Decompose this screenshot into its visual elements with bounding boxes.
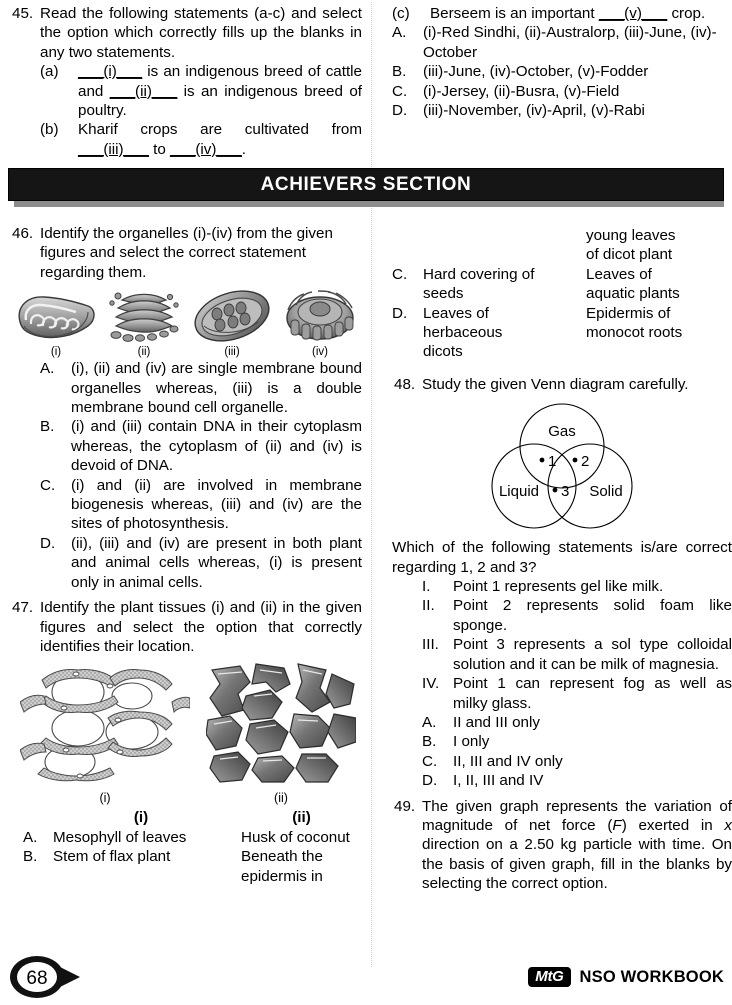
option-b-letter: B.: [40, 418, 55, 436]
venn-point-dot-1: [540, 458, 545, 463]
question-46-option-c[interactable]: [40, 476, 362, 534]
option-b-letter: B.: [422, 733, 437, 751]
option-d-letter: D.: [392, 102, 408, 120]
question-45-substatement-a: [40, 62, 362, 120]
column-divider: [371, 2, 372, 967]
nucleus-figure: [278, 288, 362, 359]
figure-caption-iii: (iii): [224, 346, 240, 359]
mitochondrion-icon: [14, 288, 98, 344]
table-row-continuation: [392, 284, 732, 303]
question-49-stem-part-2: ) exerted in: [621, 816, 725, 834]
option-b-col-i: Stem of flax plant: [53, 848, 171, 866]
venn-point-dot-2: [573, 458, 578, 463]
question-45-substatement-c: [392, 4, 732, 23]
page-number-badge-svg: [8, 955, 104, 1000]
sclerenchyma-tissue-figure: [200, 662, 362, 806]
achievers-band-bar: [8, 168, 724, 201]
header-col-ii: (ii): [292, 809, 311, 827]
table-row-continuation: [392, 226, 732, 245]
figure-caption-i: (i): [50, 346, 62, 359]
question-49-stem-part-1: The given graph represents the variation of magnitude of net force (: [422, 797, 732, 834]
question-47-number: 47.: [12, 599, 34, 617]
question-48-statement-i: [422, 577, 732, 596]
blank-ii: ___(ii)___: [109, 82, 178, 100]
question-48-statement-ii: [422, 596, 732, 635]
substatement-a-text-2: is an indigenous breed of poultry.: [78, 82, 362, 120]
table-row[interactable]: [10, 828, 362, 847]
figure-caption-ii: (ii): [137, 346, 151, 359]
question-47-options-table-continued: [392, 226, 732, 362]
figure-caption-iv: (iv): [312, 346, 328, 359]
statement-i-label: I.: [422, 578, 431, 596]
question-49-stem-part-3: direction on a 2.50 kg particle with time. On the basis of given graph, fill in the blanks by selecting the correct option.: [422, 836, 732, 893]
substatement-b-label: (b): [40, 121, 59, 139]
workbook-title: NSO WORKBOOK: [579, 967, 724, 986]
substatement-c-label: (c): [392, 5, 410, 22]
venn-point-dot-3: [553, 488, 558, 493]
option-b-col-ii-cont-3: of dicot plant: [586, 246, 673, 264]
continuation-blank-4: [423, 245, 586, 264]
collenchyma-icon: [20, 662, 190, 784]
option-d-col-ii: Epidermis of: [586, 304, 671, 322]
table-row[interactable]: [392, 265, 732, 284]
question-46-option-a[interactable]: [40, 359, 362, 417]
page-number: 68: [26, 968, 48, 989]
option-b-col-ii: Beneath the: [241, 848, 323, 866]
achievers-band-shadow: [14, 201, 724, 207]
substatement-a-text: [78, 62, 362, 120]
page-number-badge: [8, 955, 104, 1000]
option-c-text: (i)-Jersey, (ii)-Busra, (v)-Field: [423, 82, 620, 100]
option-c-col-ii-cont: aquatic plants: [586, 285, 680, 303]
table-row-continuation: [10, 867, 362, 886]
venn-diagram: [392, 398, 732, 538]
question-48-option-c[interactable]: [422, 752, 732, 771]
question-48-option-d[interactable]: [422, 771, 732, 790]
option-b-col-ii-cont: epidermis in: [241, 867, 323, 885]
question-45-option-d[interactable]: [392, 101, 732, 120]
collenchyma-tissue-figure: [10, 662, 200, 806]
question-48: [392, 375, 732, 394]
mtg-logo: MtG: [528, 967, 570, 987]
statement-ii-label: II.: [422, 597, 435, 615]
question-46-figures: [14, 288, 362, 359]
option-d-text: (ii), (iii) and (iv) are present in both plant and animal cells whereas, (i) is present only in animal cells.: [71, 534, 362, 591]
column-right-main: [392, 224, 732, 894]
continuation-blank-2: [41, 867, 241, 886]
figure-caption-ii: (ii): [274, 791, 288, 806]
option-c-letter: C.: [392, 265, 408, 283]
continuation-blank: [10, 867, 41, 886]
option-a-text: (i)-Red Sindhi, (ii)-Australorp, (iii)-June, (iv)-October: [423, 24, 717, 61]
statement-ii-text: Point 2 represents solid foam like sponge.: [453, 597, 732, 634]
option-d-letter: D.: [392, 304, 408, 322]
substatement-c-text-2: crop.: [667, 5, 706, 22]
table-header-row: [10, 808, 362, 827]
option-c-text: (i) and (ii) are involved in membrane biogenesis whereas, (iii) and (iv) are the sites of photosynthesis.: [71, 476, 362, 533]
option-b-text: (iii)-June, (iv)-October, (v)-Fodder: [423, 63, 649, 81]
continuation-blank-2: [423, 226, 586, 245]
option-c-text: II, III and IV only: [453, 752, 563, 770]
question-45-option-a[interactable]: [392, 23, 732, 62]
question-45-number: 45.: [12, 5, 34, 22]
option-a-text: II and III only: [453, 713, 540, 731]
substatement-a-label: (a): [40, 63, 59, 81]
venn-label-gas: Gas: [548, 423, 576, 441]
continuation-blank: [392, 226, 423, 245]
question-45-option-c[interactable]: [392, 82, 732, 101]
column-left-main: [10, 224, 362, 886]
option-d-text: (iii)-November, (iv)-April, (v)-Rabi: [423, 102, 645, 120]
option-b-col-ii-cont-2: young leaves: [586, 227, 676, 244]
venn-point-3: 3: [561, 483, 570, 501]
question-48-sub-question-text: Which of the following statements is/are correct regarding 1, 2 and 3?: [392, 539, 732, 576]
question-47: [10, 598, 362, 656]
venn-diagram-svg: [462, 398, 662, 538]
question-49: [392, 797, 732, 894]
substatement-b-text-3: .: [241, 140, 247, 158]
column-left-top: [10, 4, 362, 159]
statement-iv-text: Point 1 can represent fog as well as milky glass.: [453, 675, 732, 712]
question-45-option-b[interactable]: [392, 62, 732, 81]
option-c-letter: C.: [392, 82, 408, 100]
option-c-col-i-cont: seeds: [423, 285, 464, 303]
mitochondrion-figure: [14, 288, 98, 359]
option-c-letter: C.: [40, 476, 56, 494]
question-48-statement-iii: [422, 635, 732, 674]
venn-label-solid: Solid: [589, 483, 623, 501]
achievers-section-title: ACHIEVERS SECTION: [260, 173, 472, 195]
question-46-option-b[interactable]: [40, 417, 362, 475]
option-c-col-ii: Leaves of: [586, 265, 652, 283]
table-row-continuation: [392, 342, 732, 361]
option-a-col-i: Mesophyll of leaves: [53, 828, 187, 846]
option-b-text: I only: [453, 733, 490, 751]
continuation-blank-8: [586, 342, 732, 361]
table-row-continuation: [392, 323, 732, 342]
table-row[interactable]: [392, 304, 732, 323]
venn-label-liquid: Liquid: [498, 483, 540, 501]
option-c-col-i: Hard covering of: [423, 265, 535, 283]
symbol-F: F: [612, 816, 622, 834]
achievers-section-band: [8, 168, 724, 207]
figure-caption-i: (i): [99, 791, 111, 806]
substatement-b-text: [78, 120, 362, 159]
blank-iii: ___(iii)___: [78, 140, 149, 158]
continuation-blank-7: [392, 342, 423, 361]
venn-point-1: 1: [548, 453, 557, 471]
option-a-letter: A.: [23, 828, 38, 846]
question-47-stem: Identify the plant tissues (i) and (ii) in the given figures and select the option that correctly identifies their location.: [40, 599, 362, 655]
golgi-apparatus-figure: [102, 288, 186, 359]
option-a-letter: A.: [392, 24, 407, 42]
question-48-option-b[interactable]: [422, 732, 732, 751]
question-46-number: 46.: [12, 225, 34, 242]
header-blank: [10, 808, 41, 827]
question-49-stem: [422, 797, 732, 894]
continuation-blank-3: [392, 245, 423, 264]
option-d-col-ii-cont: monocot roots: [586, 324, 683, 342]
substatement-c-text-1: Berseem is an important: [430, 5, 599, 22]
question-48-option-a[interactable]: [422, 713, 732, 732]
option-d-letter: D.: [40, 534, 56, 552]
question-48-sub-question: [392, 538, 732, 577]
venn-circle-gas: [520, 404, 604, 488]
question-45: [10, 4, 362, 62]
question-45-substatement-b: [40, 120, 362, 159]
column-right-top: [392, 4, 732, 120]
blank-iv: ___(iv)___: [170, 140, 242, 158]
statement-i-text: Point 1 represents gel like milk.: [453, 578, 664, 596]
option-a-letter: A.: [422, 713, 437, 731]
question-45-stem: Read the following statements (a-c) and select the option which correctly fills up the blanks in any two statements.: [40, 5, 362, 61]
chloroplast-figure: [190, 288, 274, 359]
question-48-stem: Study the given Venn diagram carefully.: [422, 375, 689, 393]
footer-brand: [528, 967, 724, 987]
substatement-a-text-1: is an indigenous breed of cattle and: [78, 63, 362, 100]
option-a-letter: A.: [40, 360, 55, 378]
question-46-stem: Identify the organelles (i)-(iv) from the given figures and select the correct statement regarding them.: [40, 225, 333, 281]
blank-i: ___(i)___: [78, 63, 143, 81]
statement-iii-label: III.: [422, 636, 439, 654]
nucleus-icon: [278, 288, 362, 344]
question-49-number: 49.: [394, 797, 416, 815]
option-b-text: (i) and (iii) contain DNA in their cytoplasm whereas, the cytoplasm of (ii) and (iv) is devoid of DNA.: [71, 418, 362, 475]
substatement-b-text-1: Kharif crops are cultivated from: [78, 121, 362, 139]
question-48-statement-iv: [422, 674, 732, 713]
venn-point-2: 2: [581, 453, 590, 471]
table-row[interactable]: [10, 847, 362, 866]
question-46-option-d[interactable]: [40, 534, 362, 592]
option-a-col-ii: Husk of coconut: [241, 828, 350, 846]
golgi-apparatus-icon: [102, 288, 186, 344]
question-47-options-table: [10, 808, 362, 886]
option-d-letter: D.: [422, 772, 438, 790]
header-col-i: (i): [133, 809, 149, 827]
option-a-text: (i), (ii) and (iv) are single membrane bound organelles whereas, (iii) is a double membrane bound cell organelle.: [71, 360, 362, 417]
statement-iii-text: Point 3 represents a sol type colloidal solution and it can be milk of magnesia.: [453, 636, 732, 673]
question-48-number: 48.: [394, 375, 416, 393]
substatement-b-text-2: to: [148, 140, 171, 158]
option-b-letter: B.: [392, 63, 407, 81]
chloroplast-icon: [190, 288, 274, 344]
question-47-figures: [10, 662, 362, 806]
option-d-col-i: Leaves of: [423, 304, 489, 322]
blank-v: ___(v)___: [598, 5, 668, 22]
option-d-col-i-cont-2: dicots: [423, 343, 463, 361]
question-46: [10, 224, 362, 282]
substatement-c-text: [430, 4, 732, 23]
table-row-continuation: [392, 245, 732, 264]
option-b-letter: B.: [23, 848, 38, 866]
continuation-blank-5: [392, 284, 423, 303]
option-d-text: I, II, III and IV: [453, 772, 544, 790]
continuation-blank-6: [392, 323, 423, 342]
statement-iv-label: IV.: [422, 675, 440, 693]
option-c-letter: C.: [422, 752, 438, 770]
option-d-col-i-cont: herbaceous: [423, 324, 503, 342]
spacer: [392, 362, 732, 375]
sclerenchyma-icon: [206, 662, 356, 784]
symbol-x: x: [724, 816, 732, 834]
